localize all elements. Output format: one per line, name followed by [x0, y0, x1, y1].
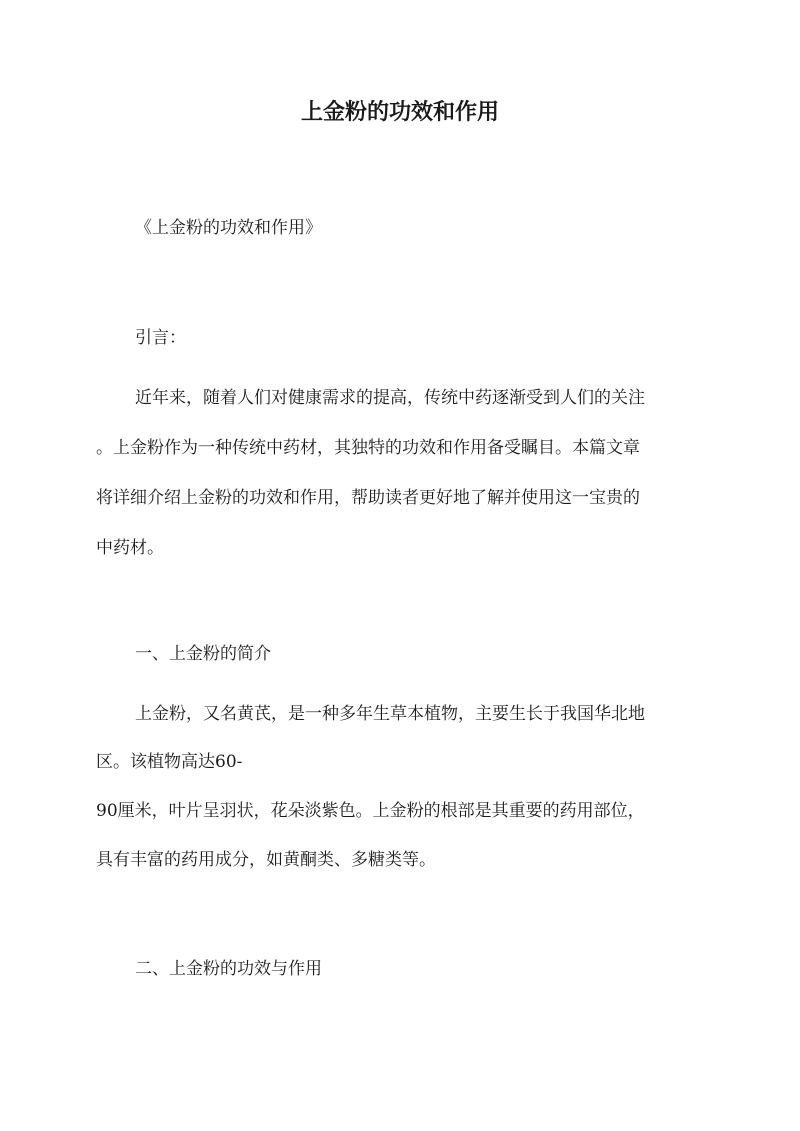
intro-line-2: 。上金粉作为一种传统中药材，其独特的功效和作用备受瞩目。本篇文章	[96, 438, 640, 458]
section-1-line-2: 区。该植物高达60-	[96, 752, 243, 772]
document-title: 上金粉的功效和作用	[300, 99, 499, 125]
section-1-line-3: 90厘米，叶片呈羽状，花朵淡紫色。上金粉的根部是其重要的药用部位，	[96, 801, 645, 821]
intro-line-1: 近年来，随着人们对健康需求的提高，传统中药逐渐受到人们的关注	[135, 388, 645, 408]
section-2-heading: 二、上金粉的功效与作用	[135, 959, 322, 979]
intro-label: 引言：	[135, 328, 186, 348]
section-1-line-4: 具有丰富的药用成分，如黄酮类、多糖类等。	[96, 850, 436, 870]
document-subtitle: 《上金粉的功效和作用》	[135, 218, 322, 238]
intro-line-3: 将详细介绍上金粉的功效和作用，帮助读者更好地了解并使用这一宝贵的	[96, 488, 640, 508]
intro-line-4: 中药材。	[96, 538, 164, 558]
section-1-heading: 一、上金粉的简介	[135, 644, 271, 664]
section-1-line-1: 上金粉，又名黄芪，是一种多年生草本植物，主要生长于我国华北地	[135, 704, 645, 724]
